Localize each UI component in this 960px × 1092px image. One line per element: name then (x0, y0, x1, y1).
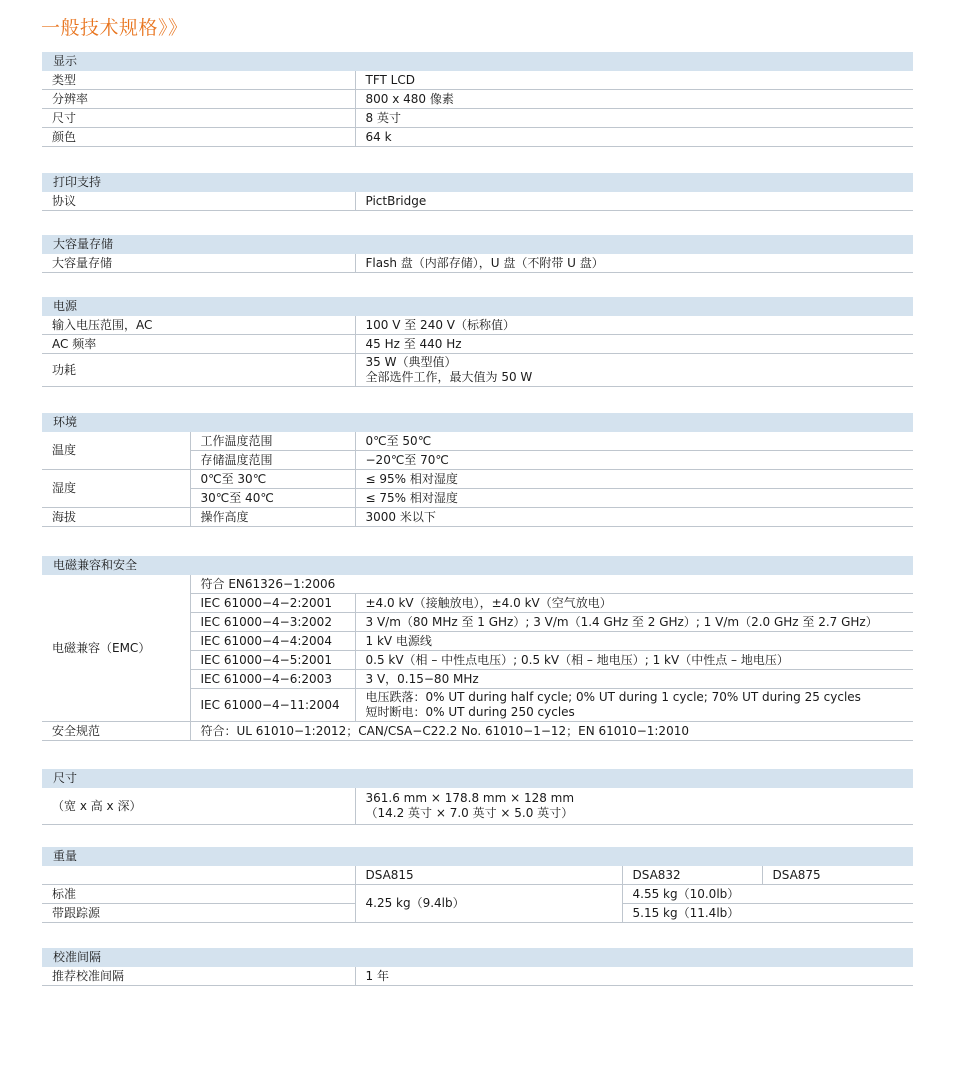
row-label: 温度 (42, 432, 190, 470)
table-row (42, 254, 913, 273)
section-header-storage: 大容量存储 (42, 235, 913, 254)
value-line: 35 W（典型值） (365, 355, 457, 369)
row-sublabel: 工作温度范围 (190, 432, 355, 451)
row-sublabel: 0℃至 30℃ (190, 470, 355, 489)
table-row (42, 335, 913, 354)
row-label: 海拔 (42, 508, 190, 527)
row-label: 功耗 (42, 354, 355, 387)
table-row (42, 885, 913, 904)
row-label: 分辨率 (42, 90, 355, 109)
row-value: 5.15 kg（11.4lb） (622, 904, 913, 923)
row-value (355, 788, 913, 825)
row-value: 64 k (355, 128, 913, 147)
row-label: 类型 (42, 71, 355, 90)
row-label: （宽 x 高 x 深） (42, 788, 355, 825)
storage-table (42, 254, 913, 273)
model-dsa815: DSA815 (355, 866, 622, 885)
row-value: 1 年 (355, 967, 913, 986)
row-label: 标准 (42, 885, 355, 904)
row-value: −20℃至 70℃ (355, 451, 913, 470)
row-value: 100 V 至 240 V（标称值） (355, 316, 913, 335)
row-label (42, 866, 355, 885)
row-standard: IEC 61000−4−3:2002 (190, 613, 355, 632)
section-header-environment: 环境 (42, 413, 913, 432)
row-label: 大容量存储 (42, 254, 355, 273)
row-value: 3 V/m（80 MHz 至 1 GHz）; 3 V/m（1.4 GHz 至 2 GHz）; 1 V/m（2.0 GHz 至 2.7 GHz） (355, 613, 913, 632)
row-label: 输入电压范围，AC (42, 316, 355, 335)
row-standard: IEC 61000−4−4:2004 (190, 632, 355, 651)
row-value: ≤ 95% 相对湿度 (355, 470, 913, 489)
print-table (42, 192, 913, 211)
page-title: 一般技术规格》》 (41, 17, 188, 39)
section-header-calibration: 校准间隔 (42, 948, 913, 967)
display-table (42, 71, 913, 147)
section-calibration (42, 948, 913, 986)
row-label: 颜色 (42, 128, 355, 147)
row-value: 1 kV 电源线 (355, 632, 913, 651)
row-standard: IEC 61000−4−5:2001 (190, 651, 355, 670)
row-label: 推荐校准间隔 (42, 967, 355, 986)
row-sublabel: 操作高度 (190, 508, 355, 527)
row-value: PictBridge (355, 192, 913, 211)
row-value: 45 Hz 至 440 Hz (355, 335, 913, 354)
section-header-display: 显示 (42, 52, 913, 71)
table-row (42, 866, 913, 885)
table-row (42, 967, 913, 986)
power-table (42, 316, 913, 387)
table-row (42, 788, 913, 825)
section-environment (42, 413, 913, 527)
row-label: 安全规范 (42, 722, 190, 741)
calibration-table (42, 967, 913, 986)
table-row (42, 722, 913, 741)
row-label: 湿度 (42, 470, 190, 508)
value-line: 电压跌落：0% UT during half cycle; 0% UT during 1 cycle; 70% UT during 25 cycles (365, 690, 861, 704)
row-value (355, 354, 913, 387)
section-weight (42, 847, 913, 923)
table-row (42, 508, 913, 527)
section-display (42, 52, 913, 147)
environment-table (42, 432, 913, 527)
section-storage (42, 235, 913, 273)
row-standard: IEC 61000−4−6:2003 (190, 670, 355, 689)
row-value (355, 689, 913, 722)
row-value: TFT LCD (355, 71, 913, 90)
row-label: 尺寸 (42, 109, 355, 128)
section-header-weight: 重量 (42, 847, 913, 866)
section-header-power: 电源 (42, 297, 913, 316)
row-standard: IEC 61000−4−2:2001 (190, 594, 355, 613)
row-value: 4.25 kg（9.4lb） (355, 885, 622, 923)
row-value: 0℃至 50℃ (355, 432, 913, 451)
row-standard: IEC 61000−4−11:2004 (190, 689, 355, 722)
row-label: 带跟踪源 (42, 904, 355, 923)
row-label: 电磁兼容（EMC） (42, 575, 190, 722)
weight-table (42, 866, 913, 923)
value-line: （14.2 英寸 × 7.0 英寸 × 5.0 英寸） (365, 806, 574, 820)
table-row (42, 90, 913, 109)
value-line: 361.6 mm × 178.8 mm × 128 mm (365, 791, 575, 805)
model-dsa875: DSA875 (762, 866, 913, 885)
row-sublabel: 存储温度范围 (190, 451, 355, 470)
row-standard: 符合 EN61326−1:2006 (190, 575, 913, 594)
row-label: 协议 (42, 192, 355, 211)
section-print (42, 173, 913, 211)
row-value: 4.55 kg（10.0lb） (622, 885, 913, 904)
section-emc (42, 556, 913, 741)
table-row (42, 71, 913, 90)
row-sublabel: 30℃至 40℃ (190, 489, 355, 508)
model-dsa832: DSA832 (622, 866, 762, 885)
row-value: ±4.0 kV（接触放电），±4.0 kV（空气放电） (355, 594, 913, 613)
row-value: Flash 盘（内部存储），U 盘（不附带 U 盘） (355, 254, 913, 273)
table-row (42, 192, 913, 211)
table-row (42, 575, 913, 594)
value-line: 短时断电：0% UT during 250 cycles (365, 705, 575, 719)
row-value: 3 V，0.15−80 MHz (355, 670, 913, 689)
table-row (42, 354, 913, 387)
row-value: ≤ 75% 相对湿度 (355, 489, 913, 508)
table-row (42, 109, 913, 128)
table-row (42, 128, 913, 147)
section-power (42, 297, 913, 387)
row-label: AC 频率 (42, 335, 355, 354)
size-table (42, 788, 913, 825)
table-row (42, 316, 913, 335)
section-header-print: 打印支持 (42, 173, 913, 192)
row-value: 符合：UL 61010−1:2012；CAN/CSA−C22.2 No. 61010−1−12；EN 61010−1:2010 (190, 722, 913, 741)
row-value: 3000 米以下 (355, 508, 913, 527)
row-value: 800 x 480 像素 (355, 90, 913, 109)
row-value: 0.5 kV（相 – 中性点电压）; 0.5 kV（相 – 地电压）; 1 kV（中性点 – 地电压） (355, 651, 913, 670)
section-size (42, 769, 913, 825)
table-row (42, 470, 913, 489)
section-header-size: 尺寸 (42, 769, 913, 788)
emc-table (42, 575, 913, 741)
row-value: 8 英寸 (355, 109, 913, 128)
value-line: 全部选件工作，最大值为 50 W (365, 370, 533, 384)
section-header-emc: 电磁兼容和安全 (42, 556, 913, 575)
table-row (42, 432, 913, 451)
